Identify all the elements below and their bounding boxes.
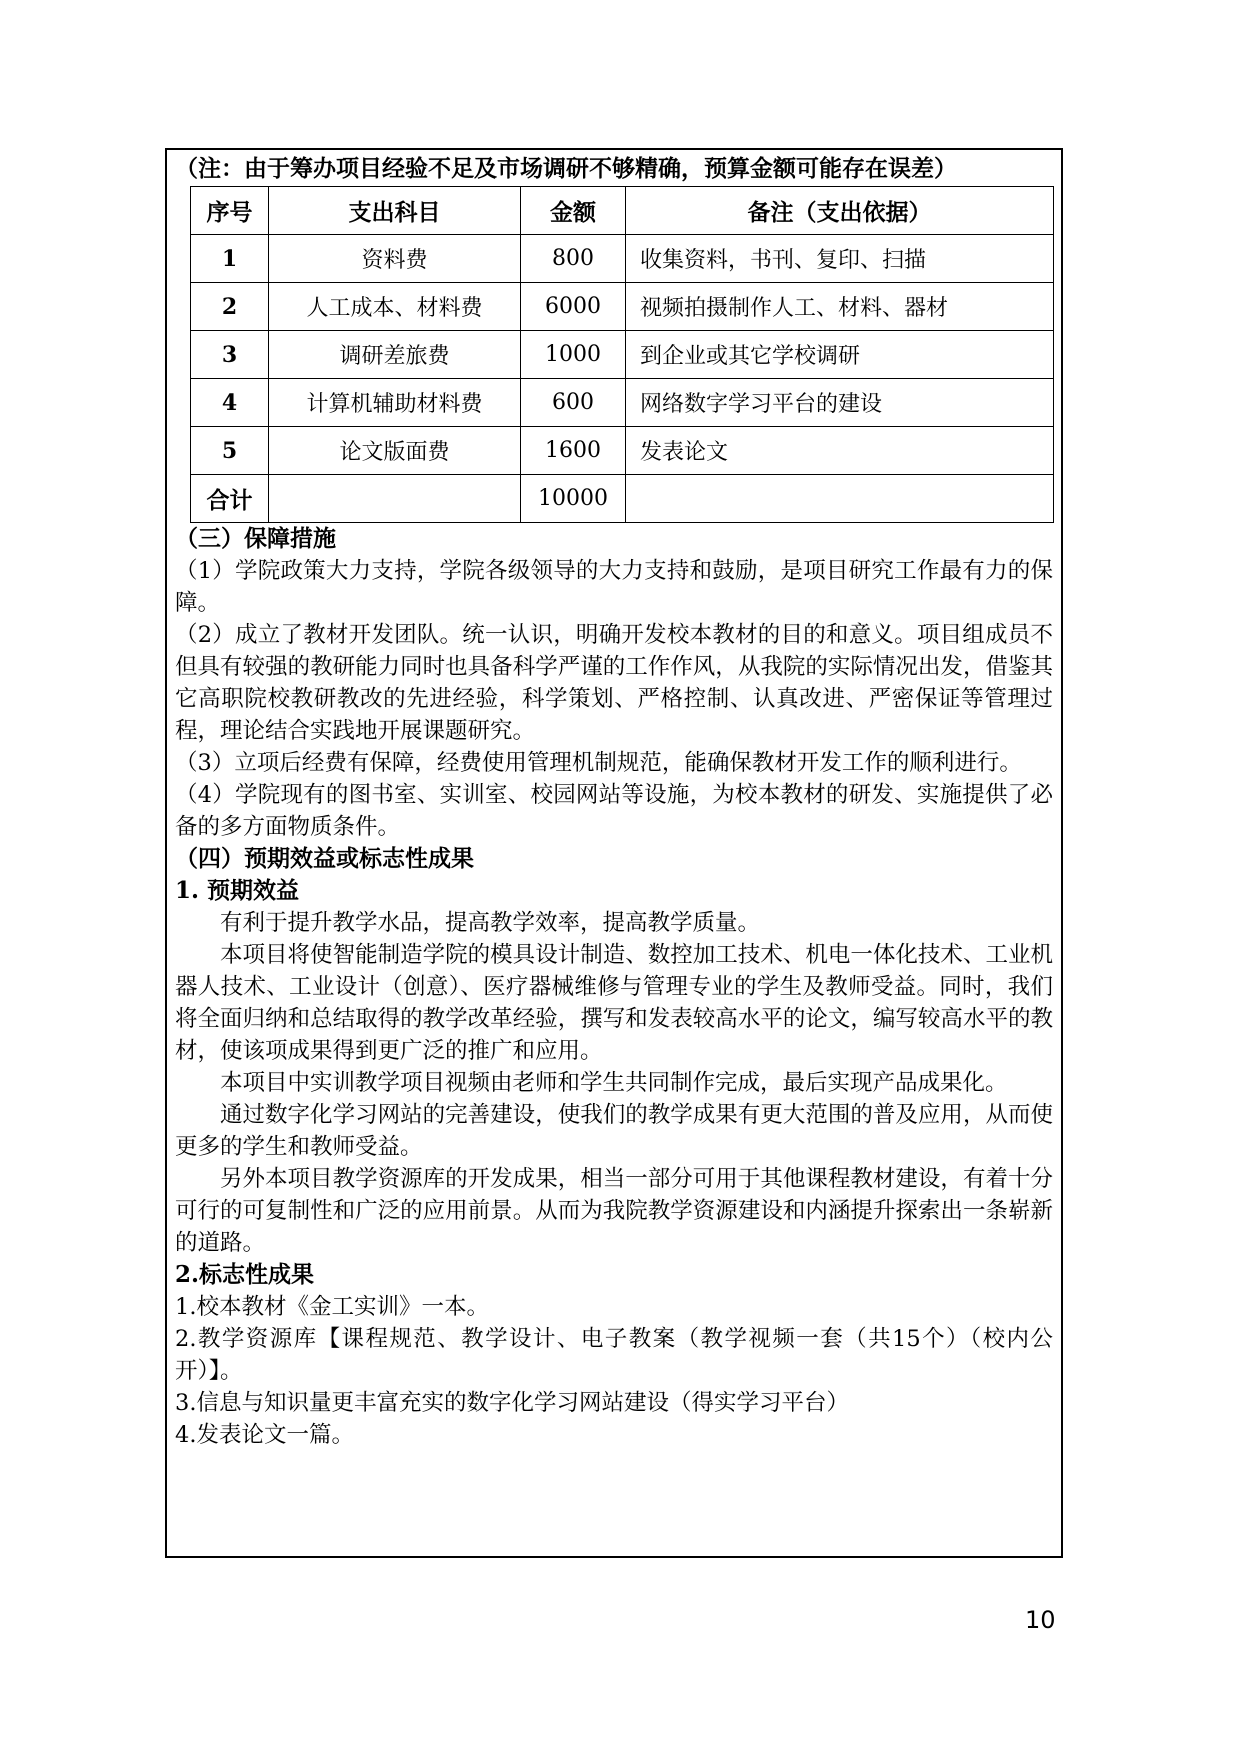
cell-amount: 1000 xyxy=(521,331,626,379)
cell-item xyxy=(269,475,521,523)
cell-seq: 4 xyxy=(191,379,269,427)
header-item: 支出科目 xyxy=(269,187,521,235)
safeguard-paragraph-1: （1）学院政策大力支持，学院各级领导的大力支持和鼓励，是项目研究工作最有力的保障。 xyxy=(175,558,1053,616)
cell-seq: 2 xyxy=(191,283,269,331)
header-seq: 序号 xyxy=(191,187,269,235)
cell-remark: 视频拍摄制作人工、材料、器材 xyxy=(626,283,1054,331)
landmark-item-1: 1.校本教材《金工实训》一本。 xyxy=(175,1294,489,1320)
landmark-item-2: 2.教学资源库【课程规范、教学设计、电子教案（教学视频一套（共15个）（校内公开）】。 xyxy=(175,1326,1053,1384)
cell-item: 论文版面费 xyxy=(269,427,521,475)
table-row xyxy=(191,283,1054,331)
budget-note: （注：由于筹办项目经验不足及市场调研不够精确，预算金额可能存在误差） xyxy=(175,155,957,182)
safeguard-paragraph-3: （3）立项后经费有保障，经费使用管理机制规范，能确保教材开发工作的顺利进行。 xyxy=(175,750,1022,776)
cell-remark: 收集资料，书刊、复印、扫描 xyxy=(626,235,1054,283)
table-row xyxy=(191,379,1054,427)
expected-paragraph-2: 本项目将使智能制造学院的模具设计制造、数控加工技术、机电一体化技术、工业机器人技术、工业设计（创意）、医疗器械维修与管理专业的学生及教师受益。同时，我们将全面归纳和总结取得的教学改革经验，撰写和发表较高水平的论文，编写较高水平的教材，使该项成果得到更广泛的推广和应用。 xyxy=(175,942,1053,1064)
cell-remark: 到企业或其它学校调研 xyxy=(626,331,1054,379)
cell-seq: 3 xyxy=(191,331,269,379)
form-border-box xyxy=(165,148,1063,1558)
cell-amount: 6000 xyxy=(521,283,626,331)
cell-amount: 800 xyxy=(521,235,626,283)
page-number: 10 xyxy=(1025,1606,1056,1634)
cell-remark xyxy=(626,475,1054,523)
table-row xyxy=(191,331,1054,379)
landmark-results-heading: 2.标志性成果 xyxy=(175,1261,315,1288)
cell-seq: 1 xyxy=(191,235,269,283)
cell-total-label: 合计 xyxy=(191,475,269,523)
cell-total-amount: 10000 xyxy=(521,475,626,523)
table-total-row xyxy=(191,475,1054,523)
section-safeguard-heading: （三）保障措施 xyxy=(175,525,336,552)
expected-benefits-heading: 1. 预期效益 xyxy=(175,877,300,904)
cell-amount: 600 xyxy=(521,379,626,427)
table-row xyxy=(191,427,1054,475)
safeguard-paragraph-4: （4）学院现有的图书室、实训室、校园网站等设施，为校本教材的研发、实施提供了必备的多方面物质条件。 xyxy=(175,782,1053,840)
section-safeguard xyxy=(175,523,1053,843)
cell-item: 调研差旅费 xyxy=(269,331,521,379)
cell-seq: 5 xyxy=(191,427,269,475)
expected-paragraph-5: 另外本项目教学资源库的开发成果，相当一部分可用于其他课程教材建设，有着十分可行的可复制性和广泛的应用前景。从而为我院教学资源建设和内涵提升探索出一条崭新的道路。 xyxy=(175,1166,1053,1256)
cell-amount: 1600 xyxy=(521,427,626,475)
budget-table-header-row xyxy=(191,187,1054,235)
cell-item: 人工成本、材料费 xyxy=(269,283,521,331)
section-benefits-heading: （四）预期效益或标志性成果 xyxy=(175,845,474,872)
landmark-item-3: 3.信息与知识量更丰富充实的数字化学习网站建设（得实学习平台） xyxy=(175,1390,849,1416)
cell-remark: 网络数字学习平台的建设 xyxy=(626,379,1054,427)
header-remark: 备注（支出依据） xyxy=(626,187,1054,235)
expected-paragraph-4: 通过数字化学习网站的完善建设，使我们的教学成果有更大范围的普及应用，从而使更多的学生和教师受益。 xyxy=(175,1102,1053,1160)
budget-table xyxy=(190,186,1054,523)
section-benefits xyxy=(175,843,1053,1451)
expected-paragraph-1: 有利于提升教学水品，提高教学效率，提高教学质量。 xyxy=(220,910,761,936)
cell-item: 计算机辅助材料费 xyxy=(269,379,521,427)
landmark-item-4: 4.发表论文一篇。 xyxy=(175,1422,354,1448)
table-row xyxy=(191,235,1054,283)
header-amount: 金额 xyxy=(521,187,626,235)
cell-remark: 发表论文 xyxy=(626,427,1054,475)
safeguard-paragraph-2: （2）成立了教材开发团队。统一认识，明确开发校本教材的目的和意义。项目组成员不但具有较强的教研能力同时也具备科学严谨的工作作风，从我院的实际情况出发，借鉴其它高职院校教研教改的先进经验，科学策划、严格控制、认真改进、严密保证等管理过程，理论结合实践地开展课题研究。 xyxy=(175,622,1053,744)
expected-paragraph-3: 本项目中实训教学项目视频由老师和学生共同制作完成，最后实现产品成果化。 xyxy=(220,1070,1008,1096)
cell-item: 资料费 xyxy=(269,235,521,283)
form-content xyxy=(167,150,1061,1451)
